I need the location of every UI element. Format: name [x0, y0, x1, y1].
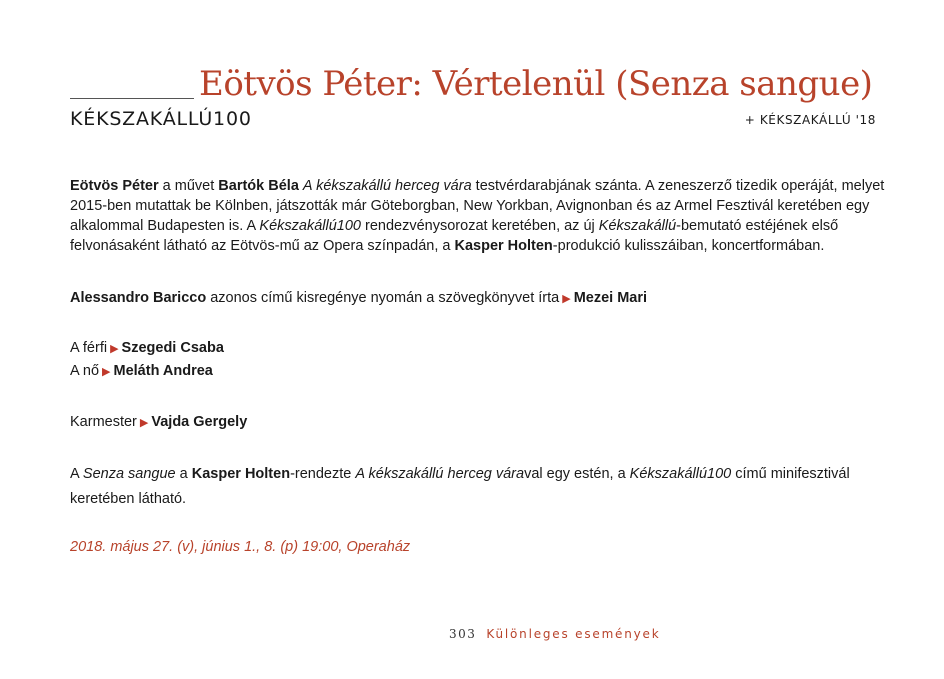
opera-title: A kékszakállú herceg vára [355, 466, 525, 482]
note-paragraph [70, 462, 885, 512]
conductor-name: Vajda Gergely [151, 414, 248, 430]
intro-paragraph [70, 176, 885, 256]
note-text: A [70, 466, 83, 482]
cast-name: Szegedi Csaba [121, 340, 224, 356]
arrow-icon: ▶ [139, 417, 149, 429]
note-text: című minifesztivál keretében látható. [70, 466, 850, 507]
page-number: 303 [449, 627, 477, 641]
intro-text: -produkció kulisszáiban, koncertformában. [552, 238, 825, 254]
performance-dates: 2018. május 27. (v), június 1., 8. (p) 19:00, Operaház [70, 539, 411, 555]
director-name: Kasper Holten [191, 466, 291, 482]
opera-title: Senza sangue [82, 466, 176, 482]
page-footer [449, 627, 660, 641]
libretto-author: Alessandro Baricco [70, 290, 207, 306]
intro-text: a művet [158, 178, 219, 194]
conductor-line [70, 412, 885, 433]
libretto-text: azonos című kisregénye nyomán a szövegkönyvet írta [206, 290, 560, 306]
composer-name: Eötvös Péter [70, 178, 159, 194]
intro-text: rendezvénysorozat keretében, az új [361, 218, 599, 234]
title-rule [70, 98, 194, 99]
cast-line-1 [70, 338, 885, 359]
conductor-role: Karmester [70, 414, 137, 430]
cast-role: A férfi [70, 340, 108, 356]
note-text: -rendezte [290, 466, 356, 482]
intro-text: -bemutató estéjének első felvonásaként látható az Eötvös-mű az Opera színpadán, a [70, 218, 839, 254]
series-label: KÉKSZAKÁLLÚ100 [70, 108, 252, 130]
series-title: Kékszakállú100 [259, 218, 361, 234]
cast-line-2 [70, 361, 885, 382]
series-label-right: + KÉKSZAKÁLLÚ '18 [744, 113, 876, 127]
series-title: Kékszakállú100 [629, 466, 732, 482]
director-name: Kasper Holten [454, 238, 553, 254]
opera-title: A kékszakállú herceg vára [302, 178, 472, 194]
page-title: Eötvös Péter: Vértelenül (Senza sangue) [199, 64, 873, 104]
arrow-icon: ▶ [110, 343, 119, 355]
bartok-name: Bartók Béla [218, 178, 299, 194]
cast-role: A nő [70, 363, 100, 379]
note-text: val egy estén, a [524, 466, 630, 482]
intro-text: testvérdarabjának szánta. A zeneszerző tizedik operáját, melyet 2015-ben mutattak be Kölnben, játszották már Göteborgban, New Yorkban, Avignonban és az Armel Fesztivál keretében egy alkalommal Budapesten is. A [70, 178, 885, 234]
section-name: Különleges események [486, 627, 661, 641]
arrow-icon: ▶ [102, 366, 111, 378]
cast-name: Meláth Andrea [113, 363, 213, 379]
series-title-short: Kékszakállú [598, 218, 677, 234]
libretto-line [70, 288, 885, 309]
arrow-icon: ▶ [562, 293, 571, 305]
libretto-writer: Mezei Mari [573, 290, 648, 306]
note-text: a [175, 466, 192, 482]
